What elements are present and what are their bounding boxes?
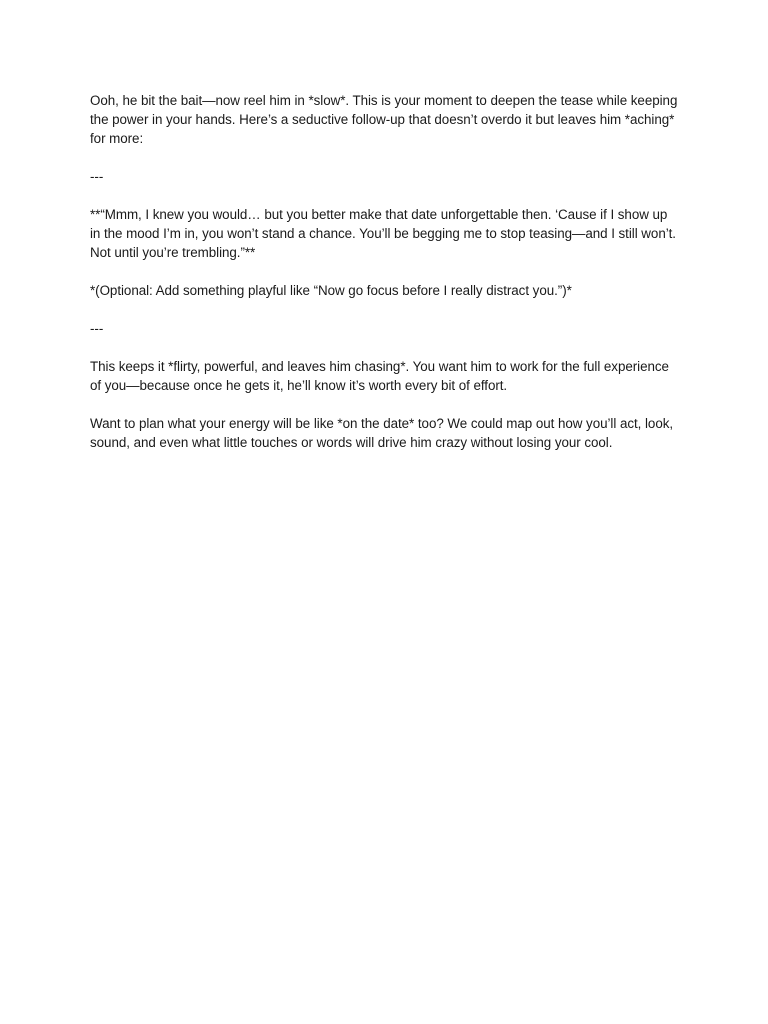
- separator-text: ---: [90, 321, 104, 336]
- intro-paragraph: Ooh, he bit the bait—now reel him in *slow*. This is your moment to deepen the tease while keeping the power in your hands. Here’s a seductive follow-up that doesn’t overdo it but leaves him *aching* for more:: [90, 93, 682, 146]
- suggested-message-paragraph: **“Mmm, I knew you would… but you better make that date unforgettable then. ‘Cause if I show up in the mood I’m in, you won’t stand a chance. You’ll be begging me to stop teasing—and I still won’t. Not until you’re trembling.”**: [90, 207, 680, 260]
- follow-up-question-paragraph: Want to plan what your energy will be like *on the date* too? We could map out how you’ll act, look, sound, and even what little touches or words will drive him crazy without losing your cool.: [90, 416, 677, 450]
- explanation-paragraph: This keeps it *flirty, powerful, and leaves him chasing*. You want him to work for the full experience of you—because once he gets it, he’ll know it’s worth every bit of effort.: [90, 359, 673, 393]
- separator-text: ---: [90, 169, 104, 184]
- optional-note-paragraph: *(Optional: Add something playful like “Now go focus before I really distract you.”)*: [90, 283, 572, 298]
- document-body: [90, 91, 680, 471]
